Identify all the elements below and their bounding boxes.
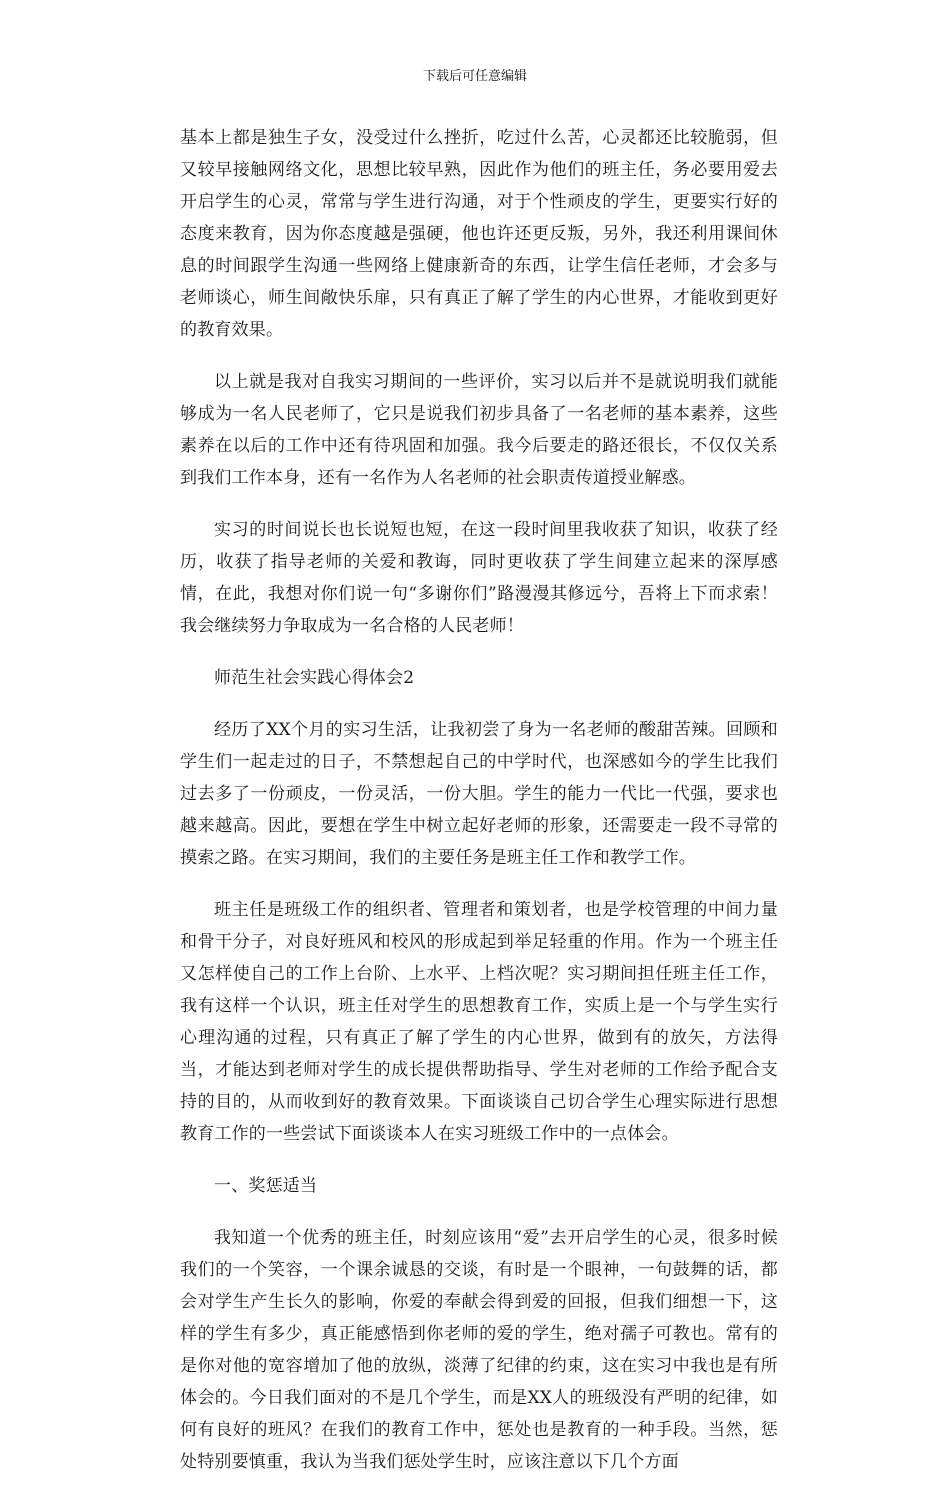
paragraph: 我知道一个优秀的班主任，时刻应该用“爱”去开启学生的心灵，很多时候我们的一个笑容，一个课余诚恳的交谈，有时是一个眼神，一句鼓舞的话，都会对学生产生长久的影响，你爱的奉献会得到爱的回报，但我们细想一下，这样的学生有多少，真正能感悟到你老师的爱的学生，绝对孺子可教也。常有的是你对他的宽容增加了他的放纵，淡薄了纪律的约束，这在实习中我也是有所体会的。今日我们面对的不是几个学生，而是XX人的班级没有严明的纪律，如何有良好的班风？在我们的教育工作中，惩处也是教育的一种手段。当然，惩处特别要慎重，我认为当我们惩处学生时，应该注意以下几个方面: [180, 1228, 778, 1472]
section-heading: 一、奖惩适当: [214, 1176, 318, 1196]
paragraph: 经历了XX个月的实习生活，让我初尝了身为一名老师的酸甜苦辣。回顾和学生们一起走过的日子，不禁想起自己的中学时代，也深感如今的学生比我们过去多了一份顽皮，一份灵活，一份大胆。学生的能力一代比一代强，要求也越来越高。因此，要想在学生中树立起好老师的形象，还需要走一段不寻常的摸索之路。在实习期间，我们的主要任务是班主任工作和教学工作。: [180, 720, 778, 868]
paragraph: 实习的时间说长也长说短也短，在这一段时间里我收获了知识，收获了经历，收获了指导老师的关爱和教诲，同时更收获了学生间建立起来的深厚感情，在此，我想对你们说一句“多谢你们”路漫漫其修远兮，吾将上下而求索！我会继续努力争取成为一名合格的人民老师！: [180, 520, 778, 636]
page-header: 下载后可任意编辑: [422, 69, 527, 84]
paragraph: 基本上都是独生子女，没受过什么挫折，吃过什么苦，心灵都还比较脆弱，但又较早接触网络文化，思想比较早熟，因此作为他们的班主任，务必要用爱去开启学生的心灵，常常与学生进行沟通，对于个性顽皮的学生，更要实行好的态度来教育，因为你态度越是强硬，他也许还更反叛，另外，我还利用课间休息的时间跟学生沟通一些网络上健康新奇的东西，让学生信任老师，才会多与老师谈心，师生间敞快乐扉，只有真正了解了学生的内心世界，才能收到更好的教育效果。: [180, 128, 778, 340]
section-title: 师范生社会实践心得体会2: [214, 668, 415, 688]
document-body: [180, 122, 778, 1498]
paragraph: 班主任是班级工作的组织者、管理者和策划者，也是学校管理的中间力量和骨干分子，对良好班风和校风的形成起到举足轻重的作用。作为一个班主任又怎样使自己的工作上台阶、上水平、上档次呢？实习期间担任班主任工作，我有这样一个认识，班主任对学生的思想教育工作，实质上是一个与学生实行心理沟通的过程，只有真正了解了学生的内心世界，做到有的放矢，方法得当，才能达到老师对学生的成长提供帮助指导、学生对老师的工作给予配合支持的目的，从而收到好的教育效果。下面谈谈自己切合学生心理实际进行思想教育工作的一些尝试下面谈谈本人在实习班级工作中的一点体会。: [180, 900, 778, 1144]
paragraph: 以上就是我对自我实习期间的一些评价，实习以后并不是就说明我们就能够成为一名人民老师了，它只是说我们初步具备了一名老师的基本素养，这些素养在以后的工作中还有待巩固和加强。我今后要走的路还很长，不仅仅关系到我们工作本身，还有一名作为人名老师的社会职责传道授业解惑。: [180, 372, 778, 488]
